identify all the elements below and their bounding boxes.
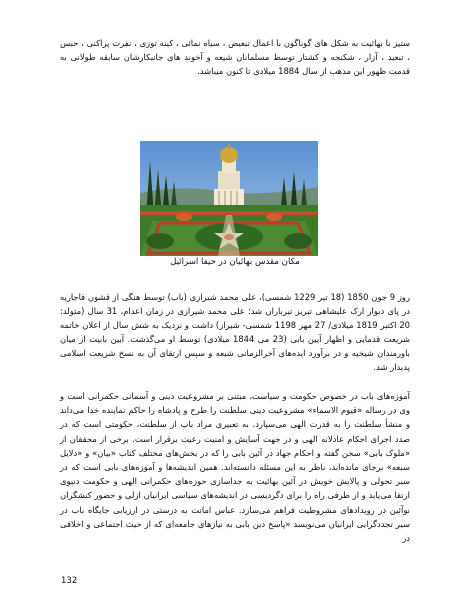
photo-caption: مکان مقدس بهائیان در حیفا اسرائیل <box>170 257 300 267</box>
paragraph-teachings: آموزه‌های باب در خصوص حکومت و سیاست، مبتنی بر مشروعیت دینی و آسمانی حکمرانی است و وی در رساله «قیوم الاسماء» مشروعیت دینی سلطنت را طرح و پادشاه را حاکم نماینده خدا می‌داند و منشأ سلطنت را به قدرت الهی می‌سپارد. به تعبیری مراد باب از سلطنت، حکومتی است که در صدد اجرای احکام عادلانه الهی و در جهت آسایش و امنیت رعیت برقرار است. برخی از محققان از «ملوک بابی» سخن گفته و احکام جهاد در آئین بابی را که در بخش‌های مختلف کتاب «بیان» و «دلایل سبعه» برجای مانده‌اند، ناظر به این مسئله دانسته‌اند. همین اندیشه‌ها و آموزه‌های بابی است که در سیر تحولی و پالایش خویش در آئین بهائیت به جداسازی حوزه‌های حکمرانی الهی و حکومت دنیوی ارتقا می‌یابد و از طرفی راه را برای دگردیسی در اندیشه‌های سیاسی ایرانیان ازلی و حضور کنشگران نوآئین در رویدادهای مشروطیت فراهم می‌سازد. عباس اماتت به درستی در ارزیابی جایگاه باب در سیر تجددگرایی ایرانیان می‌نویسد «پاسخ دین بابی به نیازهای جامعه‌ای که از حیث اجتماعی و اخلاقی در <box>60 391 410 544</box>
paragraph-intro: ستیز با بهائیت به شکل های گوناگون با اعمال تبعیض ، سیاه نمائی ، کینه توزی ، نفرت پراکنی ، حبس ، تبعید ، آزار ، شکنجه و کشتار توسط مسلمانان شیعه و آخوند های جانبکارشان سابقه طولانی به قدمت ظهور این مذهب از سال 1884 میلادی تا کنون میباشد. <box>60 38 410 76</box>
paragraph-execution: روز 9 جون 1850 (18 تیر 1229 شمسی)، علی محمد شیرازی (باب) توسط هنگی از قشون قاجاریه در پای دیوار ارک علیشاهی تبریز تیرباران شد؛ علی محمد شیرازی در زمان اعدام، 31 سال (متولد: 20 اکتبر 1819 میلادی/ 27 مهر 1198 شمسی- شیراز) داشت و نزدیک به شش سال از اعلان خاتمه شریعت قدمایی و اظهار آیین بابی (23 می 1844 میلادی) توسط او می‌گذشت. آیین بابیت از میان باورمندان شیخیه و در برآورد ایده‌های آخرالزمانی شیعه و سپس ارتقای آن به نسخ شریعت اسلامی پدیدار شد. <box>60 292 411 372</box>
page-number: 132 <box>61 576 78 586</box>
shrine-photo <box>140 141 318 256</box>
